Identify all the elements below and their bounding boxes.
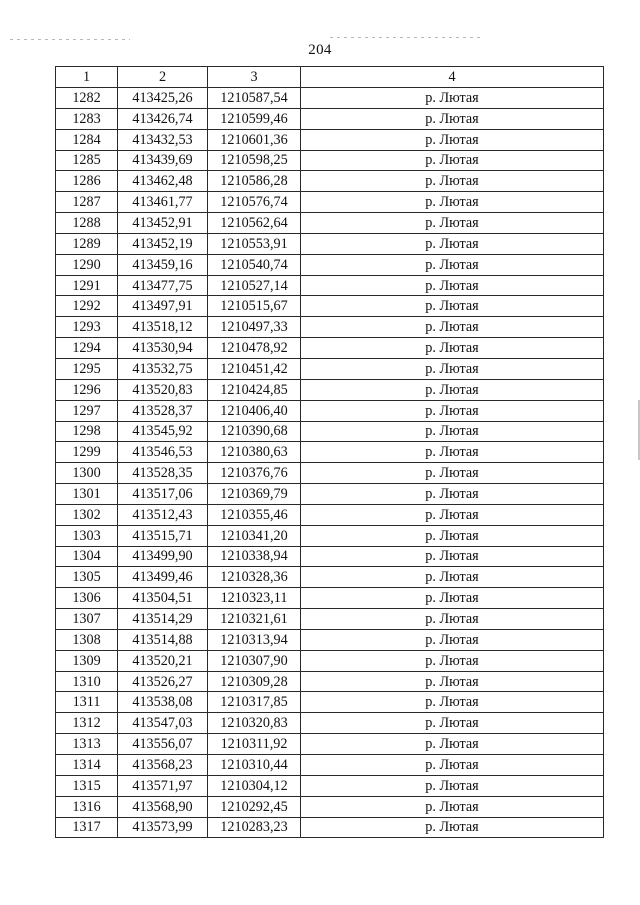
table-row — [56, 171, 604, 192]
table-row — [56, 671, 604, 692]
feature-name-cell: р. Лютая — [301, 692, 604, 713]
point-number-cell: 1310 — [56, 671, 118, 692]
feature-name-cell: р. Лютая — [301, 650, 604, 671]
y-coordinate-cell: 1210390,68 — [208, 421, 301, 442]
x-coordinate-cell: 413504,51 — [118, 588, 208, 609]
x-coordinate-cell: 413499,46 — [118, 567, 208, 588]
column-header: 2 — [118, 67, 208, 88]
point-number-cell: 1315 — [56, 775, 118, 796]
feature-name-cell: р. Лютая — [301, 129, 604, 150]
y-coordinate-cell: 1210478,92 — [208, 338, 301, 359]
feature-name-cell: р. Лютая — [301, 588, 604, 609]
table-header-row — [56, 67, 604, 88]
feature-name-cell: р. Лютая — [301, 213, 604, 234]
y-coordinate-cell: 1210292,45 — [208, 796, 301, 817]
table-row — [56, 338, 604, 359]
y-coordinate-cell: 1210283,23 — [208, 817, 301, 838]
point-number-cell: 1285 — [56, 150, 118, 171]
feature-name-cell: р. Лютая — [301, 609, 604, 630]
point-number-cell: 1288 — [56, 213, 118, 234]
table-row — [56, 525, 604, 546]
point-number-cell: 1307 — [56, 609, 118, 630]
feature-name-cell: р. Лютая — [301, 192, 604, 213]
point-number-cell: 1301 — [56, 484, 118, 505]
table-row — [56, 484, 604, 505]
x-coordinate-cell: 413528,35 — [118, 463, 208, 484]
y-coordinate-cell: 1210587,54 — [208, 88, 301, 109]
feature-name-cell: р. Лютая — [301, 108, 604, 129]
y-coordinate-cell: 1210304,12 — [208, 775, 301, 796]
x-coordinate-cell: 413514,29 — [118, 609, 208, 630]
table-row — [56, 546, 604, 567]
feature-name-cell: р. Лютая — [301, 734, 604, 755]
x-coordinate-cell: 413439,69 — [118, 150, 208, 171]
point-number-cell: 1308 — [56, 629, 118, 650]
y-coordinate-cell: 1210369,79 — [208, 484, 301, 505]
table-row — [56, 233, 604, 254]
y-coordinate-cell: 1210424,85 — [208, 379, 301, 400]
y-coordinate-cell: 1210601,36 — [208, 129, 301, 150]
x-coordinate-cell: 413556,07 — [118, 734, 208, 755]
feature-name-cell: р. Лютая — [301, 275, 604, 296]
feature-name-cell: р. Лютая — [301, 88, 604, 109]
y-coordinate-cell: 1210497,33 — [208, 317, 301, 338]
point-number-cell: 1284 — [56, 129, 118, 150]
feature-name-cell: р. Лютая — [301, 400, 604, 421]
feature-name-cell: р. Лютая — [301, 755, 604, 776]
point-number-cell: 1300 — [56, 463, 118, 484]
feature-name-cell: р. Лютая — [301, 421, 604, 442]
column-header: 1 — [56, 67, 118, 88]
point-number-cell: 1317 — [56, 817, 118, 838]
x-coordinate-cell: 413499,90 — [118, 546, 208, 567]
x-coordinate-cell: 413425,26 — [118, 88, 208, 109]
y-coordinate-cell: 1210451,42 — [208, 358, 301, 379]
y-coordinate-cell: 1210599,46 — [208, 108, 301, 129]
y-coordinate-cell: 1210376,76 — [208, 463, 301, 484]
x-coordinate-cell: 413426,74 — [118, 108, 208, 129]
table-row — [56, 609, 604, 630]
y-coordinate-cell: 1210562,64 — [208, 213, 301, 234]
point-number-cell: 1292 — [56, 296, 118, 317]
feature-name-cell: р. Лютая — [301, 463, 604, 484]
x-coordinate-cell: 413545,92 — [118, 421, 208, 442]
table-row — [56, 504, 604, 525]
feature-name-cell: р. Лютая — [301, 233, 604, 254]
x-coordinate-cell: 413528,37 — [118, 400, 208, 421]
feature-name-cell: р. Лютая — [301, 671, 604, 692]
y-coordinate-cell: 1210313,94 — [208, 629, 301, 650]
y-coordinate-cell: 1210586,28 — [208, 171, 301, 192]
feature-name-cell: р. Лютая — [301, 713, 604, 734]
point-number-cell: 1294 — [56, 338, 118, 359]
y-coordinate-cell: 1210310,44 — [208, 755, 301, 776]
point-number-cell: 1286 — [56, 171, 118, 192]
table-row — [56, 650, 604, 671]
y-coordinate-cell: 1210317,85 — [208, 692, 301, 713]
point-number-cell: 1296 — [56, 379, 118, 400]
x-coordinate-cell: 413497,91 — [118, 296, 208, 317]
feature-name-cell: р. Лютая — [301, 254, 604, 275]
scan-artifact-line-left — [10, 39, 130, 40]
feature-name-cell: р. Лютая — [301, 484, 604, 505]
point-number-cell: 1287 — [56, 192, 118, 213]
y-coordinate-cell: 1210380,63 — [208, 442, 301, 463]
x-coordinate-cell: 413546,53 — [118, 442, 208, 463]
feature-name-cell: р. Лютая — [301, 358, 604, 379]
table-row — [56, 358, 604, 379]
table-row — [56, 296, 604, 317]
y-coordinate-cell: 1210527,14 — [208, 275, 301, 296]
table-row — [56, 588, 604, 609]
feature-name-cell: р. Лютая — [301, 296, 604, 317]
x-coordinate-cell: 413517,06 — [118, 484, 208, 505]
y-coordinate-cell: 1210307,90 — [208, 650, 301, 671]
y-coordinate-cell: 1210598,25 — [208, 150, 301, 171]
point-number-cell: 1314 — [56, 755, 118, 776]
x-coordinate-cell: 413520,21 — [118, 650, 208, 671]
x-coordinate-cell: 413526,27 — [118, 671, 208, 692]
table-row — [56, 817, 604, 838]
x-coordinate-cell: 413432,53 — [118, 129, 208, 150]
table-row — [56, 379, 604, 400]
y-coordinate-cell: 1210576,74 — [208, 192, 301, 213]
table-row — [56, 692, 604, 713]
x-coordinate-cell: 413538,08 — [118, 692, 208, 713]
point-number-cell: 1304 — [56, 546, 118, 567]
table-row — [56, 629, 604, 650]
x-coordinate-cell: 413547,03 — [118, 713, 208, 734]
feature-name-cell: р. Лютая — [301, 338, 604, 359]
x-coordinate-cell: 413459,16 — [118, 254, 208, 275]
point-number-cell: 1309 — [56, 650, 118, 671]
feature-name-cell: р. Лютая — [301, 317, 604, 338]
feature-name-cell: р. Лютая — [301, 525, 604, 546]
table-row — [56, 755, 604, 776]
table-row — [56, 463, 604, 484]
table-row — [56, 796, 604, 817]
point-number-cell: 1303 — [56, 525, 118, 546]
y-coordinate-cell: 1210553,91 — [208, 233, 301, 254]
table-row — [56, 567, 604, 588]
y-coordinate-cell: 1210309,28 — [208, 671, 301, 692]
scan-artifact-line-right — [330, 37, 480, 38]
x-coordinate-cell: 413461,77 — [118, 192, 208, 213]
feature-name-cell: р. Лютая — [301, 150, 604, 171]
column-header: 4 — [301, 67, 604, 88]
x-coordinate-cell: 413573,99 — [118, 817, 208, 838]
point-number-cell: 1297 — [56, 400, 118, 421]
point-number-cell: 1298 — [56, 421, 118, 442]
y-coordinate-cell: 1210406,40 — [208, 400, 301, 421]
y-coordinate-cell: 1210540,74 — [208, 254, 301, 275]
x-coordinate-cell: 413571,97 — [118, 775, 208, 796]
feature-name-cell: р. Лютая — [301, 775, 604, 796]
x-coordinate-cell: 413530,94 — [118, 338, 208, 359]
feature-name-cell: р. Лютая — [301, 442, 604, 463]
feature-name-cell: р. Лютая — [301, 504, 604, 525]
y-coordinate-cell: 1210328,36 — [208, 567, 301, 588]
x-coordinate-cell: 413515,71 — [118, 525, 208, 546]
table-row — [56, 713, 604, 734]
point-number-cell: 1291 — [56, 275, 118, 296]
point-number-cell: 1289 — [56, 233, 118, 254]
x-coordinate-cell: 413452,19 — [118, 233, 208, 254]
feature-name-cell: р. Лютая — [301, 546, 604, 567]
table-row — [56, 150, 604, 171]
point-number-cell: 1302 — [56, 504, 118, 525]
y-coordinate-cell: 1210515,67 — [208, 296, 301, 317]
x-coordinate-cell: 413520,83 — [118, 379, 208, 400]
table-row — [56, 213, 604, 234]
x-coordinate-cell: 413532,75 — [118, 358, 208, 379]
point-number-cell: 1312 — [56, 713, 118, 734]
table-row — [56, 421, 604, 442]
feature-name-cell: р. Лютая — [301, 379, 604, 400]
point-number-cell: 1293 — [56, 317, 118, 338]
x-coordinate-cell: 413568,90 — [118, 796, 208, 817]
feature-name-cell: р. Лютая — [301, 629, 604, 650]
y-coordinate-cell: 1210321,61 — [208, 609, 301, 630]
x-coordinate-cell: 413518,12 — [118, 317, 208, 338]
point-number-cell: 1295 — [56, 358, 118, 379]
point-number-cell: 1290 — [56, 254, 118, 275]
y-coordinate-cell: 1210338,94 — [208, 546, 301, 567]
y-coordinate-cell: 1210311,92 — [208, 734, 301, 755]
x-coordinate-cell: 413477,75 — [118, 275, 208, 296]
point-number-cell: 1305 — [56, 567, 118, 588]
y-coordinate-cell: 1210355,46 — [208, 504, 301, 525]
table-row — [56, 254, 604, 275]
point-number-cell: 1316 — [56, 796, 118, 817]
point-number-cell: 1299 — [56, 442, 118, 463]
point-number-cell: 1306 — [56, 588, 118, 609]
table-row — [56, 400, 604, 421]
table-row — [56, 775, 604, 796]
x-coordinate-cell: 413452,91 — [118, 213, 208, 234]
y-coordinate-cell: 1210323,11 — [208, 588, 301, 609]
table-body — [56, 88, 604, 838]
feature-name-cell: р. Лютая — [301, 796, 604, 817]
x-coordinate-cell: 413514,88 — [118, 629, 208, 650]
x-coordinate-cell: 413462,48 — [118, 171, 208, 192]
y-coordinate-cell: 1210341,20 — [208, 525, 301, 546]
feature-name-cell: р. Лютая — [301, 171, 604, 192]
page-number: 204 — [308, 42, 332, 58]
point-number-cell: 1311 — [56, 692, 118, 713]
point-number-cell: 1313 — [56, 734, 118, 755]
feature-name-cell: р. Лютая — [301, 817, 604, 838]
x-coordinate-cell: 413568,23 — [118, 755, 208, 776]
x-coordinate-cell: 413512,43 — [118, 504, 208, 525]
table-row — [56, 108, 604, 129]
table-row — [56, 129, 604, 150]
point-number-cell: 1282 — [56, 88, 118, 109]
table-row — [56, 442, 604, 463]
table-row — [56, 88, 604, 109]
table-row — [56, 317, 604, 338]
y-coordinate-cell: 1210320,83 — [208, 713, 301, 734]
table-row — [56, 275, 604, 296]
column-header: 3 — [208, 67, 301, 88]
table-row — [56, 192, 604, 213]
coordinates-table — [55, 66, 604, 838]
point-number-cell: 1283 — [56, 108, 118, 129]
table-row — [56, 734, 604, 755]
feature-name-cell: р. Лютая — [301, 567, 604, 588]
